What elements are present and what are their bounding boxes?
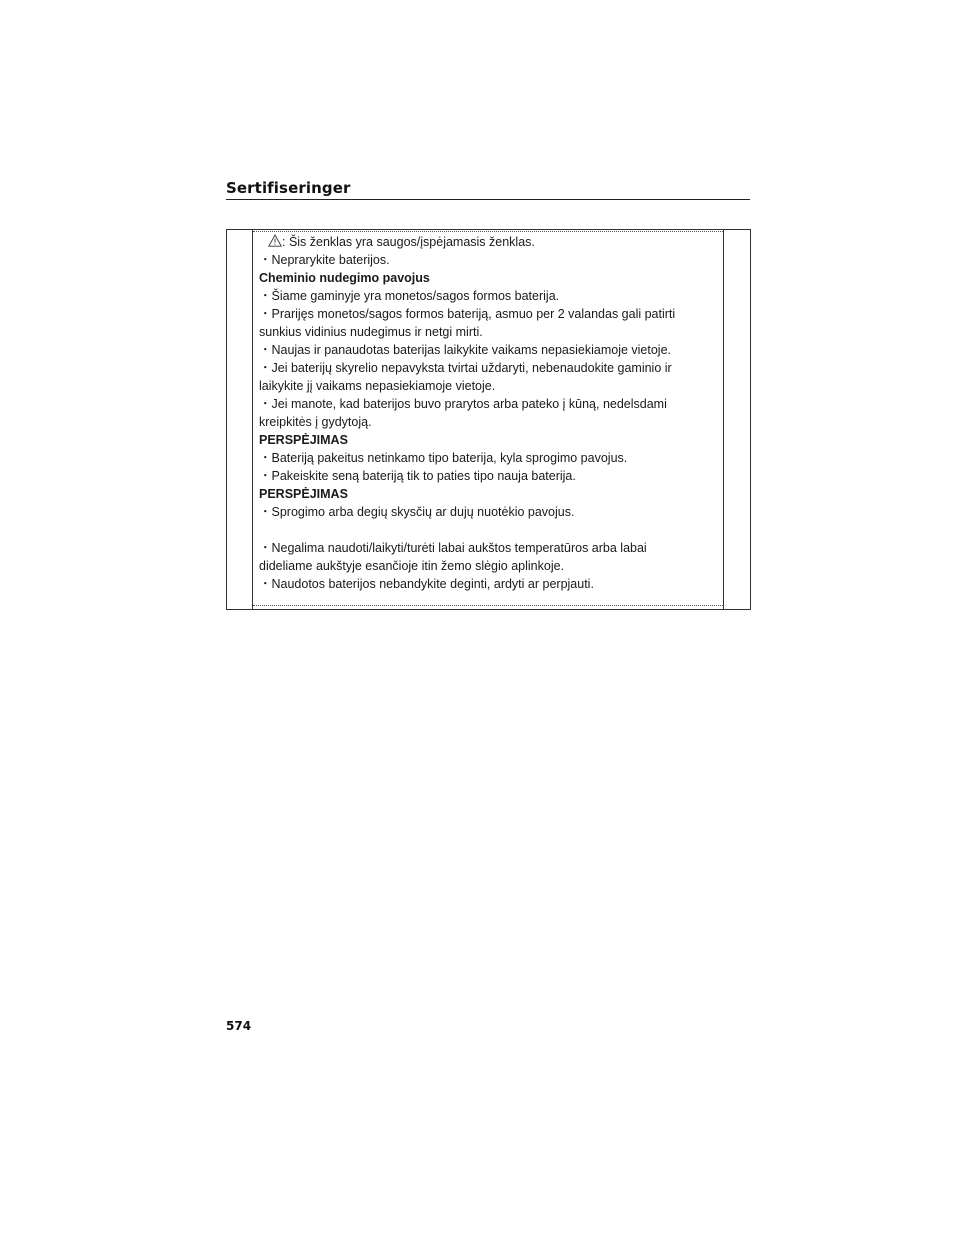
text-line: ・Šiame gaminyje yra monetos/sagos formos baterija. bbox=[259, 289, 560, 303]
notice-box-dotted-bottom-border bbox=[253, 605, 723, 606]
section-title: Sertifiseringer bbox=[226, 179, 351, 197]
text-line: ・Bateriją pakeitus netinkamo tipo baterija, kyla sprogimo pavojus. bbox=[259, 451, 628, 465]
blank-line bbox=[259, 521, 719, 539]
text-line: kreipkitės į gydytoją. bbox=[259, 415, 372, 429]
heading-chemical-burn-hazard: Cheminio nudegimo pavojus bbox=[259, 271, 430, 285]
notice-box-dotted-top-border bbox=[253, 231, 723, 232]
heading-caution: PERSPĖJIMAS bbox=[259, 433, 348, 447]
text-line: ・Neprarykite baterijos. bbox=[259, 253, 390, 267]
warning-symbol-text: : Šis ženklas yra saugos/įspėjamasis ženklas. bbox=[282, 235, 535, 249]
text-line: ・Sprogimo arba degių skysčių ar dujų nuotėkio pavojus. bbox=[259, 505, 575, 519]
notice-box-inner-right-border bbox=[723, 229, 724, 609]
text-line: ・Jei baterijų skyrelio nepavyksta tvirtai uždaryti, nebenaudokite gaminio ir bbox=[259, 361, 672, 375]
text-line: ・Prarijęs monetos/sagos formos bateriją, asmuo per 2 valandas gali patirti bbox=[259, 307, 676, 321]
text-line: ・Pakeiskite seną bateriją tik to paties tipo nauja baterija. bbox=[259, 469, 576, 483]
text-line: ・Negalima naudoti/laikyti/turėti labai aukštos temperatūros arba labai bbox=[259, 541, 647, 555]
page-number: 574 bbox=[226, 1019, 252, 1033]
text-line: ・Jei manote, kad baterijos buvo prarytos arba pateko į kūną, nedelsdami bbox=[259, 397, 667, 411]
text-line: ・Naujas ir panaudotas baterijas laikykite vaikams nepasiekiamoje vietoje. bbox=[259, 343, 672, 357]
text-line: laikykite jį vaikams nepasiekiamoje vietoje. bbox=[259, 379, 496, 393]
notice-content bbox=[259, 233, 719, 593]
text-line: dideliame aukštyje esančioje itin žemo slėgio aplinkoje. bbox=[259, 559, 565, 573]
heading-caution: PERSPĖJIMAS bbox=[259, 487, 348, 501]
warning-symbol-line bbox=[259, 233, 719, 251]
text-line: ・Naudotos baterijos nebandykite deginti, ardyti ar perpjauti. bbox=[259, 577, 594, 591]
text-line: sunkius vidinius nudegimus ir netgi mirti. bbox=[259, 325, 483, 339]
notice-box-inner-left-border bbox=[252, 229, 253, 609]
warning-triangle-icon bbox=[268, 234, 282, 247]
title-divider bbox=[226, 199, 750, 200]
